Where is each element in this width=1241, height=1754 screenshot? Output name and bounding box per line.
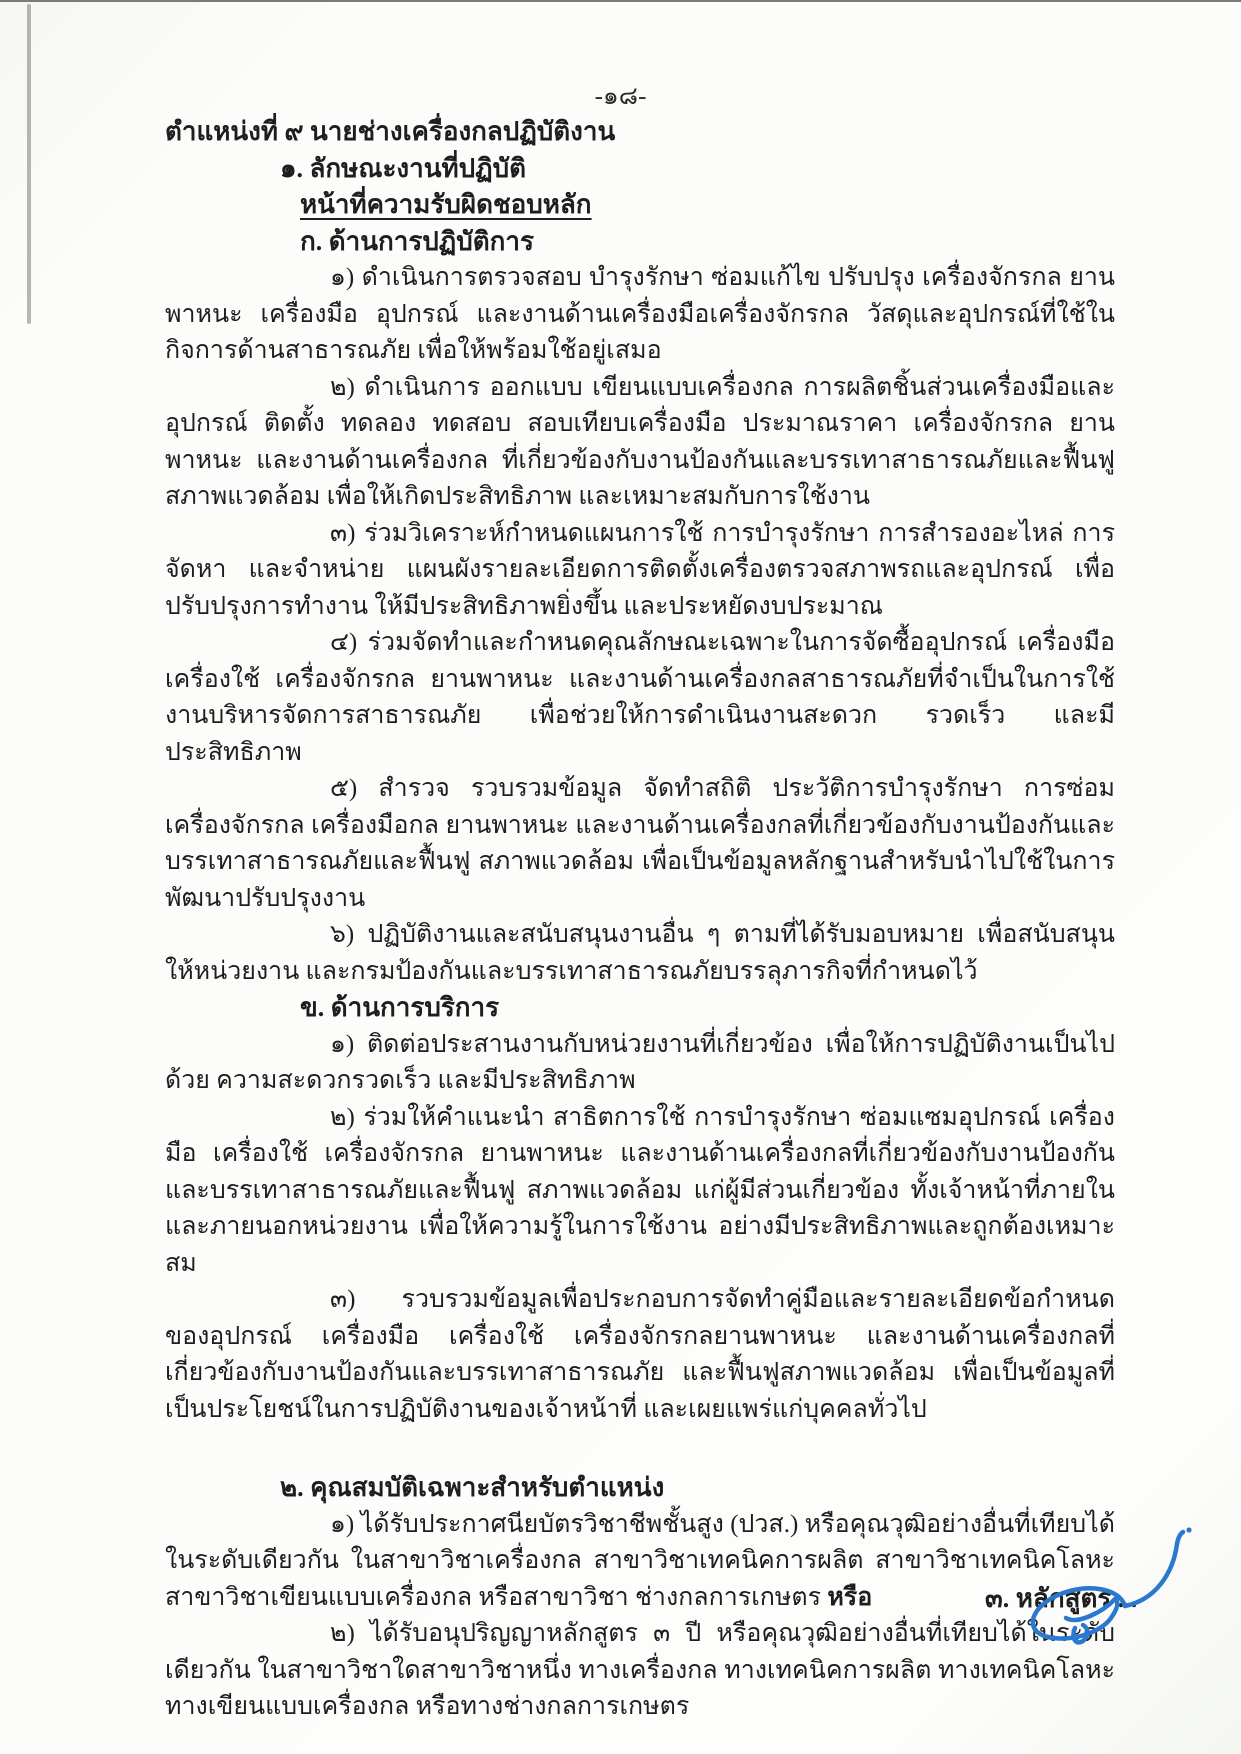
- services-item-3: ๓) รวบรวมข้อมูลเพื่อประกอบการจัดทำคู่มือและรายละเอียดข้อกำหนดของอุปกรณ์ เครื่องมือ เครื่องใช้ เครื่องจักรกลยานพาหนะ และงานด้านเครื่องกลที่เกี่ยวข้องกับงานป้องกันและบรรเทาสาธารณภัย และฟื้นฟูสภาพแวดล้อม เพื่อเป็นข้อมูลที่เป็นประโยชน์ในการปฏิบัติงานของเจ้าหน้าที่ และเผยแพร่แก่บุคคลทั่วไป: [165, 1286, 1115, 1423]
- scan-edge-top-artifact: [0, 0, 1241, 2]
- main-duties-subheading: หน้าที่ความรับผิดชอบหลัก: [300, 190, 592, 219]
- document-body: [165, 114, 1115, 1726]
- next-section-catchword: ๓. หลักสูตร ...: [985, 1584, 1138, 1613]
- operations-item-3: ๓) ร่วมวิเคราะห์กำหนดแผนการใช้ การบำรุงรักษา การสำรองอะไหล่ การจัดหา และจำหน่าย แผนผังรายละเอียดการติดตั้งเครื่องตรวจสภาพรถและอุปกรณ์ เพื่อปรับปรุงการทำงาน ให้มีประสิทธิภาพยิ่งขึ้น และประหยัดงบประมาณ: [165, 519, 1115, 620]
- position-title: ตำแหน่งที่ ๙ นายช่างเครื่องกลปฏิบัติงาน: [165, 117, 616, 146]
- scan-edge-left-artifact: [27, 4, 31, 324]
- section-1-heading: ๑. ลักษณะงานที่ปฏิบัติ: [280, 153, 526, 183]
- operations-item-4: ๔) ร่วมจัดทำและกำหนดคุณลักษณะเฉพาะในการจัดซื้ออุปกรณ์ เครื่องมือเครื่องใช้ เครื่องจักรกล ยานพาหนะ และงานด้านเครื่องกลสาธารณภัยที่จำเป็นในการใช้งานบริหารจัดการสาธารณภัย เพื่อช่วยให้การดำเนินงานสะดวก รวดเร็ว และมีประสิทธิภาพ: [165, 629, 1115, 766]
- qualification-item-1-or: หรือ: [827, 1583, 873, 1611]
- operations-item-6: ๖) ปฏิบัติงานและสนับสนุนงานอื่น ๆ ตามที่ได้รับมอบหมาย เพื่อสนับสนุนให้หน่วยงาน และกรมป้องกันและบรรเทาสาธารณภัยบรรลุภารกิจที่กำหนดไว้: [165, 921, 1115, 985]
- services-heading: ข. ด้านการบริการ: [300, 993, 500, 1022]
- services-item-2: ๒) ร่วมให้คำแนะนำ สาธิตการใช้ การบำรุงรักษา ซ่อมแซมอุปกรณ์ เครื่องมือ เครื่องใช้ เครื่องจักรกล ยานพาหนะ และงานด้านเครื่องกลที่เกี่ยวข้องกับงานป้องกันและบรรเทาสาธารณภัยและฟื้นฟู สภาพแวดล้อม แก่ผู้มีส่วนเกี่ยวข้อง ทั้งเจ้าหน้าที่ภายในและภายนอกหน่วยงาน เพื่อให้ความรู้ในการใช้งาน อย่างมีประสิทธิภาพและถูกต้องเหมาะสม: [165, 1103, 1115, 1277]
- section-2-heading: ๒. คุณสมบัติเฉพาะสำหรับตำแหน่ง: [280, 1473, 665, 1502]
- page-number: -๑๘-: [594, 83, 647, 110]
- operations-heading: ก. ด้านการปฏิบัติการ: [300, 226, 534, 256]
- operations-item-5: ๕) สำรวจ รวบรวมข้อมูล จัดทำสถิติ ประวัติการบำรุงรักษา การซ่อมเครื่องจักรกล เครื่องมือกล ยานพาหนะ และงานด้านเครื่องกลที่เกี่ยวข้องกับงานป้องกันและบรรเทาสาธารณภัยและฟื้นฟู สภาพแวดล้อม เพื่อเป็นข้อมูลหลักฐานสำหรับนำไปใช้ในการพัฒนาปรับปรุงงาน: [165, 775, 1115, 912]
- qualification-item-1: [165, 1507, 1115, 1617]
- qualification-item-1-text: ๑) ได้รับประกาศนียบัตรวิชาชีพชั้นสูง (ปวส.) หรือคุณวุฒิอย่างอื่นที่เทียบได้ในระดับเดียวกัน ในสาขาวิชาเครื่องกล สาขาวิชาเทคนิคการผลิต สาขาวิชาเทคนิคโลหะ สาขาวิชาเขียนแบบเครื่องกล หรือสาขาวิชา ช่างกลการเกษตร: [165, 1510, 1115, 1611]
- services-item-1: ๑) ติดต่อประสานงานกับหน่วยงานที่เกี่ยวข้อง เพื่อให้การปฏิบัติงานเป็นไปด้วย ความสะดวกรวดเร็ว และมีประสิทธิภาพ: [165, 1030, 1115, 1094]
- operations-item-2: ๒) ดำเนินการ ออกแบบ เขียนแบบเครื่องกล การผลิตชิ้นส่วนเครื่องมือและอุปกรณ์ ติดตั้ง ทดลอง ทดสอบ สอบเทียบเครื่องมือ ประมาณราคา เครื่องจักรกล ยานพาหนะ และงานด้านเครื่องกล ที่เกี่ยวข้องกับงานป้องกันและบรรเทาสาธารณภัยและฟื้นฟูสภาพแวดล้อม เพื่อให้เกิดประสิทธิภาพ และเหมาะสมกับการใช้งาน: [165, 373, 1115, 510]
- qualification-item-2: ๒) ได้รับอนุปริญญาหลักสูตร ๓ ปี หรือคุณวุฒิอย่างอื่นที่เทียบได้ในระดับเดียวกัน ในสาขาวิชาใดสาขาวิชาหนึ่ง ทางเครื่องกล ทางเทคนิคการผลิต ทางเทคนิคโลหะ ทางเขียนแบบเครื่องกล หรือทางช่างกลการเกษตร: [165, 1620, 1115, 1720]
- signature-scribble: [1005, 1522, 1210, 1667]
- operations-item-1: ๑) ดำเนินการตรวจสอบ บำรุงรักษา ซ่อมแก้ไข ปรับปรุง เครื่องจักรกล ยานพาหนะ เครื่องมือ อุปกรณ์ และงานด้านเครื่องมือเครื่องจักรกล วัสดุและอุปกรณ์ที่ใช้ในกิจการด้านสาธารณภัย เพื่อให้พร้อมใช้อยู่เสมอ: [165, 264, 1115, 364]
